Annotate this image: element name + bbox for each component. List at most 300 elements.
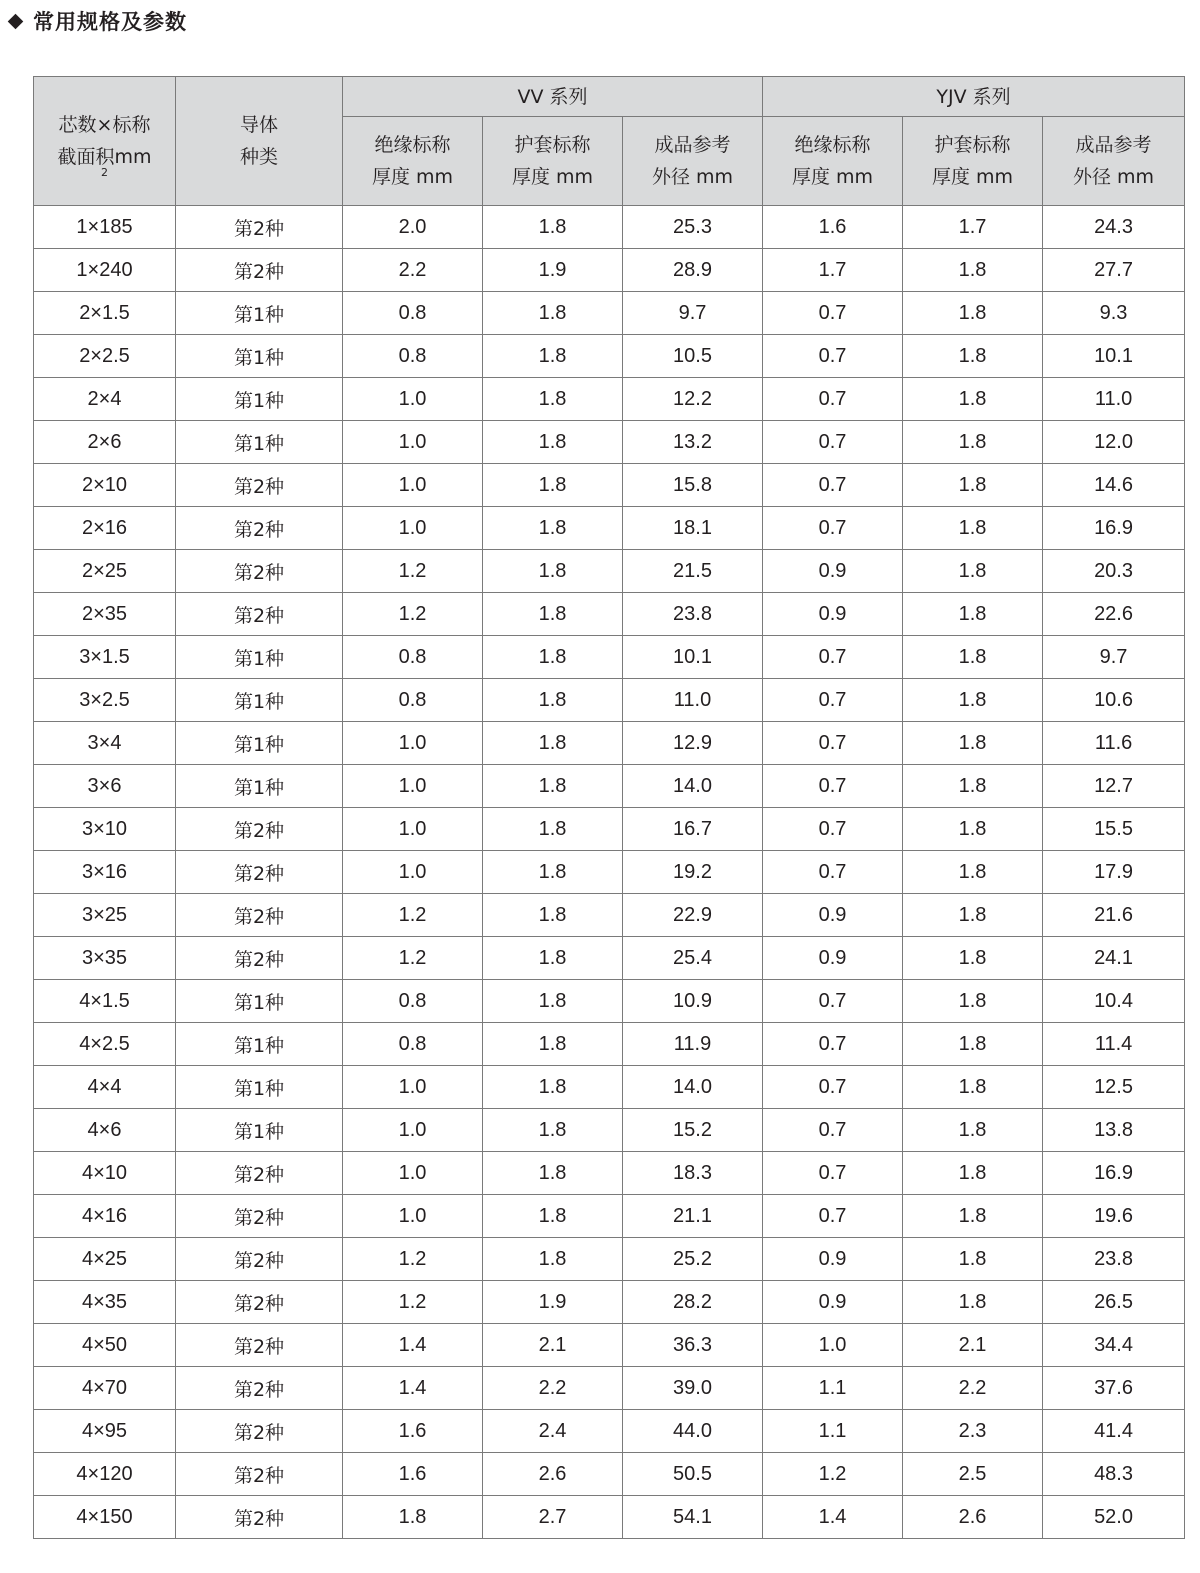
- table-row: [34, 1496, 1185, 1539]
- cell-vv-sheath: 1.8: [483, 894, 623, 937]
- cell-yjv-insulation: 0.9: [763, 1281, 903, 1324]
- cell-yjv-sheath: 2.5: [903, 1453, 1043, 1496]
- header-cores-line2: 截面积mm: [57, 146, 152, 168]
- table-row: [34, 1324, 1185, 1367]
- cell-yjv-insulation: 0.7: [763, 1195, 903, 1238]
- cell-cores-cross-section: 4×6: [34, 1109, 176, 1152]
- cell-conductor-type: 第2种: [176, 249, 343, 292]
- cell-vv-insulation: 1.2: [343, 593, 483, 636]
- header-cores-line2-wrap: 截面积mm 2: [34, 141, 175, 173]
- cell-yjv-diameter: 10.6: [1043, 679, 1185, 722]
- cell-vv-sheath: 2.4: [483, 1410, 623, 1453]
- cell-vv-insulation: 1.2: [343, 1238, 483, 1281]
- cell-vv-diameter: 36.3: [623, 1324, 763, 1367]
- cell-vv-diameter: 22.9: [623, 894, 763, 937]
- cell-vv-sheath: 1.8: [483, 679, 623, 722]
- cell-yjv-diameter: 10.4: [1043, 980, 1185, 1023]
- cell-yjv-insulation: 0.7: [763, 851, 903, 894]
- cell-yjv-sheath: 1.8: [903, 765, 1043, 808]
- cell-vv-insulation: 1.0: [343, 464, 483, 507]
- cell-yjv-diameter: 52.0: [1043, 1496, 1185, 1539]
- cell-vv-diameter: 16.7: [623, 808, 763, 851]
- cell-vv-insulation: 1.4: [343, 1324, 483, 1367]
- header-vv-insulation-thickness: [343, 117, 483, 206]
- cell-yjv-diameter: 11.4: [1043, 1023, 1185, 1066]
- cell-yjv-diameter: 13.8: [1043, 1109, 1185, 1152]
- cell-yjv-insulation: 0.7: [763, 335, 903, 378]
- header-yjv-insulation-thickness-line2: 厚度 mm: [792, 166, 874, 188]
- cell-yjv-sheath: 1.8: [903, 464, 1043, 507]
- table-row: [34, 1152, 1185, 1195]
- cell-yjv-insulation: 1.2: [763, 1453, 903, 1496]
- cell-vv-insulation: 1.6: [343, 1453, 483, 1496]
- header-vv-outer-diameter-line2: 外径 mm: [651, 166, 734, 188]
- cell-vv-diameter: 14.0: [623, 765, 763, 808]
- cell-cores-cross-section: 1×185: [34, 206, 176, 249]
- cell-vv-insulation: 1.6: [343, 1410, 483, 1453]
- cell-cores-cross-section: 3×16: [34, 851, 176, 894]
- cell-yjv-insulation: 0.7: [763, 1066, 903, 1109]
- cell-conductor-type: 第2种: [176, 593, 343, 636]
- cell-yjv-insulation: 0.7: [763, 421, 903, 464]
- cell-vv-diameter: 13.2: [623, 421, 763, 464]
- cell-yjv-diameter: 26.5: [1043, 1281, 1185, 1324]
- table-row: [34, 679, 1185, 722]
- header-yjv-outer-diameter-line1: 成品参考: [1075, 134, 1152, 156]
- header-yjv-outer-diameter: [1043, 117, 1185, 206]
- cell-yjv-sheath: 1.8: [903, 1238, 1043, 1281]
- cell-cores-cross-section: 4×10: [34, 1152, 176, 1195]
- cell-vv-sheath: 1.8: [483, 722, 623, 765]
- header-yjv-insulation-thickness-line1: 绝缘标称: [794, 134, 871, 156]
- table-row: [34, 937, 1185, 980]
- cell-vv-insulation: 1.0: [343, 1152, 483, 1195]
- table-row: [34, 335, 1185, 378]
- cell-cores-cross-section: 2×6: [34, 421, 176, 464]
- cell-vv-diameter: 10.9: [623, 980, 763, 1023]
- cell-vv-diameter: 19.2: [623, 851, 763, 894]
- cell-yjv-sheath: 1.8: [903, 1281, 1043, 1324]
- cell-vv-insulation: 0.8: [343, 1023, 483, 1066]
- cell-cores-cross-section: 2×16: [34, 507, 176, 550]
- cell-conductor-type: 第2种: [176, 1453, 343, 1496]
- cell-vv-diameter: 11.0: [623, 679, 763, 722]
- cell-conductor-type: 第1种: [176, 335, 343, 378]
- cell-conductor-type: 第1种: [176, 765, 343, 808]
- cell-cores-cross-section: 3×10: [34, 808, 176, 851]
- section-title: [6, 4, 187, 38]
- cell-vv-insulation: 0.8: [343, 636, 483, 679]
- header-cores-cross-section: [34, 77, 176, 206]
- cell-vv-diameter: 14.0: [623, 1066, 763, 1109]
- cell-conductor-type: 第1种: [176, 1109, 343, 1152]
- cell-yjv-sheath: 2.1: [903, 1324, 1043, 1367]
- cell-yjv-sheath: 2.3: [903, 1410, 1043, 1453]
- cell-vv-insulation: 1.2: [343, 1281, 483, 1324]
- header-conductor-line2: 种类: [239, 146, 278, 168]
- cell-vv-sheath: 1.8: [483, 292, 623, 335]
- table-row: [34, 507, 1185, 550]
- cell-vv-sheath: 1.8: [483, 206, 623, 249]
- cell-vv-insulation: 1.0: [343, 378, 483, 421]
- cell-yjv-diameter: 27.7: [1043, 249, 1185, 292]
- header-yjv-series: YJV 系列: [763, 77, 1185, 117]
- cell-vv-diameter: 10.1: [623, 636, 763, 679]
- cell-vv-diameter: 15.8: [623, 464, 763, 507]
- cell-yjv-sheath: 1.8: [903, 980, 1043, 1023]
- cell-yjv-insulation: 0.9: [763, 1238, 903, 1281]
- cell-cores-cross-section: 2×10: [34, 464, 176, 507]
- table-row: [34, 1023, 1185, 1066]
- header-vv-outer-diameter: [623, 117, 763, 206]
- diamond-bullet-icon: [8, 13, 24, 29]
- cell-vv-insulation: 1.0: [343, 1066, 483, 1109]
- header-yjv-sheath-thickness: [903, 117, 1043, 206]
- cell-vv-diameter: 25.3: [623, 206, 763, 249]
- table-row: [34, 378, 1185, 421]
- cell-yjv-diameter: 9.7: [1043, 636, 1185, 679]
- table-row: [34, 593, 1185, 636]
- table-row: [34, 1109, 1185, 1152]
- cell-cores-cross-section: 3×2.5: [34, 679, 176, 722]
- cell-yjv-sheath: 1.8: [903, 1066, 1043, 1109]
- cell-conductor-type: 第2种: [176, 937, 343, 980]
- header-vv-insulation-thickness-line2: 厚度 mm: [371, 166, 454, 188]
- cell-vv-diameter: 18.3: [623, 1152, 763, 1195]
- cell-yjv-diameter: 41.4: [1043, 1410, 1185, 1453]
- cell-cores-cross-section: 4×50: [34, 1324, 176, 1367]
- cell-vv-sheath: 1.8: [483, 335, 623, 378]
- header-cores-line1: 芯数×标称: [58, 114, 151, 136]
- cell-yjv-insulation: 0.7: [763, 1152, 903, 1195]
- cell-vv-insulation: 1.0: [343, 722, 483, 765]
- table-row: [34, 206, 1185, 249]
- cell-vv-sheath: 1.8: [483, 378, 623, 421]
- cell-cores-cross-section: 4×120: [34, 1453, 176, 1496]
- cell-yjv-sheath: 1.8: [903, 335, 1043, 378]
- table-row: [34, 765, 1185, 808]
- cell-vv-diameter: 12.2: [623, 378, 763, 421]
- cell-vv-sheath: 1.8: [483, 1152, 623, 1195]
- cell-yjv-insulation: 0.7: [763, 679, 903, 722]
- cell-vv-diameter: 21.1: [623, 1195, 763, 1238]
- cell-yjv-sheath: 1.8: [903, 636, 1043, 679]
- cell-vv-diameter: 12.9: [623, 722, 763, 765]
- cell-cores-cross-section: 2×25: [34, 550, 176, 593]
- cell-conductor-type: 第2种: [176, 550, 343, 593]
- cell-conductor-type: 第1种: [176, 722, 343, 765]
- cell-conductor-type: 第1种: [176, 1066, 343, 1109]
- cell-vv-sheath: 1.8: [483, 1023, 623, 1066]
- cell-yjv-insulation: 1.1: [763, 1367, 903, 1410]
- cell-vv-diameter: 10.5: [623, 335, 763, 378]
- cell-yjv-sheath: 1.8: [903, 808, 1043, 851]
- cell-cores-cross-section: 4×35: [34, 1281, 176, 1324]
- cell-vv-insulation: 1.0: [343, 507, 483, 550]
- cell-vv-sheath: 1.8: [483, 765, 623, 808]
- header-vv-series: VV 系列: [343, 77, 763, 117]
- cell-yjv-diameter: 14.6: [1043, 464, 1185, 507]
- cell-vv-sheath: 1.8: [483, 421, 623, 464]
- cell-cores-cross-section: 2×35: [34, 593, 176, 636]
- cell-vv-insulation: 1.0: [343, 765, 483, 808]
- cell-yjv-insulation: 1.4: [763, 1496, 903, 1539]
- cell-vv-diameter: 18.1: [623, 507, 763, 550]
- header-yjv-sheath-thickness-line2: 厚度 mm: [932, 166, 1014, 188]
- cell-yjv-sheath: 1.8: [903, 851, 1043, 894]
- cell-cores-cross-section: 3×35: [34, 937, 176, 980]
- header-yjv-insulation-thickness: [763, 117, 903, 206]
- cell-vv-insulation: 1.4: [343, 1367, 483, 1410]
- cell-yjv-diameter: 11.6: [1043, 722, 1185, 765]
- cell-vv-sheath: 2.1: [483, 1324, 623, 1367]
- cell-conductor-type: 第1种: [176, 378, 343, 421]
- cell-yjv-diameter: 12.5: [1043, 1066, 1185, 1109]
- cell-cores-cross-section: 4×25: [34, 1238, 176, 1281]
- cell-vv-diameter: 44.0: [623, 1410, 763, 1453]
- cell-vv-sheath: 1.8: [483, 593, 623, 636]
- header-conductor-line1: 导体: [239, 114, 278, 136]
- cell-yjv-sheath: 1.8: [903, 421, 1043, 464]
- table-row: [34, 1195, 1185, 1238]
- cell-yjv-sheath: 1.8: [903, 937, 1043, 980]
- cell-cores-cross-section: 4×150: [34, 1496, 176, 1539]
- header-yjv-outer-diameter-line2: 外径 mm: [1073, 166, 1155, 188]
- cell-yjv-diameter: 22.6: [1043, 593, 1185, 636]
- cell-yjv-insulation: 0.7: [763, 722, 903, 765]
- cell-vv-insulation: 1.0: [343, 1109, 483, 1152]
- cell-vv-insulation: 2.2: [343, 249, 483, 292]
- cell-cores-cross-section: 1×240: [34, 249, 176, 292]
- cell-yjv-diameter: 10.1: [1043, 335, 1185, 378]
- cell-conductor-type: 第2种: [176, 894, 343, 937]
- header-vv-outer-diameter-line1: 成品参考: [654, 134, 731, 156]
- cell-conductor-type: 第1种: [176, 292, 343, 335]
- cell-cores-cross-section: 4×16: [34, 1195, 176, 1238]
- cell-yjv-insulation: 0.7: [763, 507, 903, 550]
- cell-vv-insulation: 1.0: [343, 421, 483, 464]
- cell-vv-insulation: 0.8: [343, 980, 483, 1023]
- cell-vv-sheath: 1.9: [483, 1281, 623, 1324]
- table-row: [34, 851, 1185, 894]
- cell-yjv-diameter: 23.8: [1043, 1238, 1185, 1281]
- cell-yjv-insulation: 0.7: [763, 980, 903, 1023]
- cell-vv-sheath: 1.8: [483, 851, 623, 894]
- table-row: [34, 1066, 1185, 1109]
- cell-vv-diameter: 28.2: [623, 1281, 763, 1324]
- cell-yjv-sheath: 1.8: [903, 1109, 1043, 1152]
- cell-cores-cross-section: 4×2.5: [34, 1023, 176, 1066]
- cell-vv-insulation: 1.2: [343, 937, 483, 980]
- cell-yjv-sheath: 1.8: [903, 1023, 1043, 1066]
- table-body: [34, 206, 1185, 1539]
- cell-vv-insulation: 1.0: [343, 808, 483, 851]
- table-row: [34, 1453, 1185, 1496]
- cell-yjv-insulation: 0.7: [763, 292, 903, 335]
- header-vv-sheath-thickness-line2: 厚度 mm: [511, 166, 594, 188]
- table-row: [34, 1367, 1185, 1410]
- cell-yjv-diameter: 9.3: [1043, 292, 1185, 335]
- cell-conductor-type: 第2种: [176, 1410, 343, 1453]
- cell-yjv-sheath: 1.8: [903, 722, 1043, 765]
- cell-vv-sheath: 2.2: [483, 1367, 623, 1410]
- cell-yjv-sheath: 2.2: [903, 1367, 1043, 1410]
- cell-yjv-insulation: 0.7: [763, 808, 903, 851]
- cell-yjv-sheath: 1.8: [903, 249, 1043, 292]
- cell-yjv-diameter: 24.3: [1043, 206, 1185, 249]
- table-row: [34, 550, 1185, 593]
- cell-yjv-diameter: 24.1: [1043, 937, 1185, 980]
- cell-conductor-type: 第2种: [176, 1367, 343, 1410]
- cell-conductor-type: 第2种: [176, 808, 343, 851]
- cell-yjv-sheath: 1.8: [903, 679, 1043, 722]
- table-row: [34, 980, 1185, 1023]
- cell-yjv-diameter: 12.0: [1043, 421, 1185, 464]
- cell-yjv-diameter: 37.6: [1043, 1367, 1185, 1410]
- cell-vv-sheath: 1.8: [483, 1195, 623, 1238]
- cell-vv-diameter: 15.2: [623, 1109, 763, 1152]
- cell-vv-insulation: 1.8: [343, 1496, 483, 1539]
- cell-conductor-type: 第2种: [176, 1195, 343, 1238]
- cell-conductor-type: 第1种: [176, 421, 343, 464]
- cell-yjv-sheath: 1.8: [903, 378, 1043, 421]
- cell-yjv-diameter: 21.6: [1043, 894, 1185, 937]
- cell-vv-insulation: 2.0: [343, 206, 483, 249]
- section-title-text: 常用规格及参数: [33, 10, 187, 34]
- cell-yjv-insulation: 0.9: [763, 937, 903, 980]
- cell-cores-cross-section: 3×6: [34, 765, 176, 808]
- table-row: [34, 249, 1185, 292]
- cell-conductor-type: 第2种: [176, 1281, 343, 1324]
- header-vv-insulation-thickness-line1: 绝缘标称: [374, 134, 451, 156]
- cell-vv-diameter: 39.0: [623, 1367, 763, 1410]
- cell-yjv-insulation: 0.7: [763, 464, 903, 507]
- cell-yjv-insulation: 0.7: [763, 765, 903, 808]
- header-vv-sheath-thickness: [483, 117, 623, 206]
- header-vv-sheath-thickness-line1: 护套标称: [514, 134, 591, 156]
- cell-yjv-diameter: 16.9: [1043, 1152, 1185, 1195]
- cell-vv-insulation: 0.8: [343, 679, 483, 722]
- cell-yjv-insulation: 0.7: [763, 378, 903, 421]
- cell-vv-diameter: 50.5: [623, 1453, 763, 1496]
- table-row: [34, 894, 1185, 937]
- table-header: [34, 77, 1185, 206]
- cell-vv-insulation: 1.2: [343, 550, 483, 593]
- cell-vv-sheath: 1.8: [483, 464, 623, 507]
- cell-cores-cross-section: 3×25: [34, 894, 176, 937]
- cell-cores-cross-section: 4×95: [34, 1410, 176, 1453]
- cell-yjv-diameter: 12.7: [1043, 765, 1185, 808]
- cell-conductor-type: 第2种: [176, 1496, 343, 1539]
- cell-conductor-type: 第2种: [176, 507, 343, 550]
- cell-vv-sheath: 1.8: [483, 808, 623, 851]
- cell-vv-sheath: 2.6: [483, 1453, 623, 1496]
- cell-vv-diameter: 9.7: [623, 292, 763, 335]
- cell-conductor-type: 第1种: [176, 679, 343, 722]
- cell-conductor-type: 第1种: [176, 980, 343, 1023]
- cell-yjv-insulation: 1.6: [763, 206, 903, 249]
- table-row: [34, 1410, 1185, 1453]
- cell-cores-cross-section: 2×4: [34, 378, 176, 421]
- table-row: [34, 1238, 1185, 1281]
- cell-vv-diameter: 54.1: [623, 1496, 763, 1539]
- cell-vv-sheath: 1.8: [483, 1066, 623, 1109]
- cell-vv-diameter: 11.9: [623, 1023, 763, 1066]
- table-row: [34, 464, 1185, 507]
- cell-yjv-sheath: 1.7: [903, 206, 1043, 249]
- cell-yjv-diameter: 15.5: [1043, 808, 1185, 851]
- cell-yjv-diameter: 34.4: [1043, 1324, 1185, 1367]
- cell-cores-cross-section: 4×70: [34, 1367, 176, 1410]
- cell-cores-cross-section: 2×2.5: [34, 335, 176, 378]
- cell-conductor-type: 第1种: [176, 1023, 343, 1066]
- cell-vv-insulation: 1.2: [343, 894, 483, 937]
- cell-vv-sheath: 1.8: [483, 980, 623, 1023]
- cell-cores-cross-section: 4×4: [34, 1066, 176, 1109]
- table-row: [34, 1281, 1185, 1324]
- table-row: [34, 421, 1185, 464]
- cell-yjv-diameter: 16.9: [1043, 507, 1185, 550]
- cell-vv-diameter: 28.9: [623, 249, 763, 292]
- cell-yjv-sheath: 1.8: [903, 292, 1043, 335]
- cell-yjv-sheath: 1.8: [903, 1195, 1043, 1238]
- table-row: [34, 808, 1185, 851]
- cell-vv-diameter: 25.4: [623, 937, 763, 980]
- header-yjv-sheath-thickness-line1: 护套标称: [934, 134, 1011, 156]
- table-row: [34, 722, 1185, 765]
- cell-vv-diameter: 23.8: [623, 593, 763, 636]
- cell-vv-sheath: 1.8: [483, 636, 623, 679]
- cell-yjv-insulation: 1.1: [763, 1410, 903, 1453]
- cell-yjv-insulation: 1.7: [763, 249, 903, 292]
- cell-yjv-sheath: 1.8: [903, 894, 1043, 937]
- table-row: [34, 292, 1185, 335]
- cell-vv-sheath: 1.8: [483, 1109, 623, 1152]
- cell-vv-insulation: 0.8: [343, 292, 483, 335]
- cell-conductor-type: 第2种: [176, 206, 343, 249]
- cell-conductor-type: 第2种: [176, 1238, 343, 1281]
- cell-yjv-diameter: 17.9: [1043, 851, 1185, 894]
- table-row: [34, 636, 1185, 679]
- cell-vv-insulation: 0.8: [343, 335, 483, 378]
- cell-vv-sheath: 1.8: [483, 507, 623, 550]
- cell-cores-cross-section: 3×4: [34, 722, 176, 765]
- cell-cores-cross-section: 3×1.5: [34, 636, 176, 679]
- cell-yjv-insulation: 0.7: [763, 1023, 903, 1066]
- cell-yjv-insulation: 1.0: [763, 1324, 903, 1367]
- cell-cores-cross-section: 4×1.5: [34, 980, 176, 1023]
- cell-yjv-insulation: 0.7: [763, 1109, 903, 1152]
- cell-vv-sheath: 1.8: [483, 937, 623, 980]
- cell-yjv-insulation: 0.9: [763, 894, 903, 937]
- cell-vv-sheath: 1.9: [483, 249, 623, 292]
- cell-yjv-insulation: 0.9: [763, 593, 903, 636]
- cell-vv-insulation: 1.0: [343, 1195, 483, 1238]
- cell-yjv-diameter: 48.3: [1043, 1453, 1185, 1496]
- cell-yjv-diameter: 20.3: [1043, 550, 1185, 593]
- cell-vv-diameter: 25.2: [623, 1238, 763, 1281]
- cell-yjv-sheath: 1.8: [903, 507, 1043, 550]
- cell-vv-sheath: 1.8: [483, 550, 623, 593]
- cell-yjv-sheath: 2.6: [903, 1496, 1043, 1539]
- cell-vv-insulation: 1.0: [343, 851, 483, 894]
- spec-table: [33, 76, 1185, 1539]
- cell-conductor-type: 第1种: [176, 636, 343, 679]
- cell-conductor-type: 第2种: [176, 851, 343, 894]
- cell-conductor-type: 第2种: [176, 464, 343, 507]
- cell-yjv-sheath: 1.8: [903, 550, 1043, 593]
- cell-yjv-sheath: 1.8: [903, 593, 1043, 636]
